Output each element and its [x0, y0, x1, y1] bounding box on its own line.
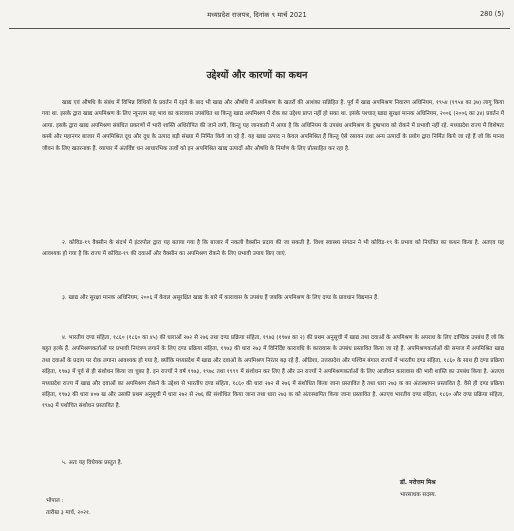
header-rule	[9, 28, 510, 29]
paragraph-1: खाद्य एवं औषधि के संबंध में विभिन्न विधियों के प्रवर्तन में रहने के बाद भी खाद्य और औषधि में अपमिश्रण के खतरों की आशंका सन्निहित है. पूर्व में खाद्य अपमिश्रण निवारण अधिनियम, १९५४ (१९५४ का ३७) लागू किया गया था. इसके द्वारा खाद्य अपमिश्रण के लिए न्यूनतम सह भाव का कारावास उपबंधित था किन्तु खाद्य अपमिश्रण में रोक का उद्देश्य प्राप्त नहीं हो सका था. इसके पश्चात् खाद्य सुरक्षा मानक अधिनियम, २००६ (२००६ का ३४) प्रवर्तन में आया. इसके द्वारा खाद्य अपमिश्रण संबंधित प्रकरणों में भारी शास्ति अधिरोपित की जाने लगी, किन्तु यह जानकारी में आया है कि अधिनियम के उपबंध अपमिश्रण के दुष्प्रभाव को रोकने में प्रभावी नहीं रहे. मध्यप्रदेश राज्य में विशेषतः कस्बे और महानगर बाजार में अपमिश्रित दूध और दूध के उत्पाद बड़ी संख्या में निर्मित किये जा रहे हैं. यह खाद्य उत्पाद न केवल अपमिश्रित हैं किन्तु ऐसे रसायन तथा अन्य उत्पादों के प्रयोग द्वारा निर्मित किये जा रहे हैं जो कि मानव जीवन के लिए खतरनाक हैं. व्यापार में अंतर्विष्ट धन आधारभिक तत्वों को इन अपमिश्रित खाद्य उत्पादों और औषधि के निर्माण के लिए प्रोत्साहित कर रहा है.	[42, 100, 504, 152]
signatory-name: डॉ. नरोत्तम मिश्र	[400, 479, 436, 486]
date-line: तारीख ३ मार्च, २०२१.	[46, 510, 91, 516]
signatory-designation: भारसाधक सदस्य.	[400, 492, 437, 498]
page-number: 280 (5)	[479, 10, 504, 18]
place-line: भोपाल :	[46, 498, 64, 504]
paragraph-2: २. कोविड-१९ वैक्सीन के संदर्भ में इंटरपोल द्वारा यह बताया गया है कि बाजार में नकली वैक्सीन प्रदाय की जा सकती है. विश्व स्वास्थ्य संगठन ने भी कोविड-१९ के प्रभाव को नियंत्रित का कथन किया है. अतएव यह आवश्यक हो गया है कि राज्य में कोविड-१९ की दवाओं और वैक्सीन का अपमिश्रण रोकने के लिए प्रभावी उपाय किए जाएं.	[42, 240, 504, 258]
paragraph-4: ४. भारतीय दण्ड संहिता, १८६० (१८६० का ४५) की धाराओं २७२ से २७६ तथा दण्ड प्रक्रिया संहिता, १९७३ (१९७४ का २) की प्रथम अनुसूची में खाद्य तथा दवाओं के अपमिश्रण के अपराध के लिए दाण्डिक उपबंध हैं जो कि बहुत हल्के हैं. अपमिश्रणकर्ताओं पर प्रभावी नियंत्रण लगाने के लिए दण्ड प्रक्रिया संहिता, १९७३ की धारा २७३ में विनिर्दिष्ट कारावधि के कारावास के उपबंध प्रस्तावित किया जा रहे हैं. अपमिश्रणकर्ताओं की समाज में अपमिश्रित खाद्य तथा दवाओं के प्रदाय पर रोक लगाना आवश्यक हो गया है, क्योंकि मध्यप्रदेश में खाद्य और दवाओं के अपमिश्रण निरंतर बढ़ रहे हैं. ओडिशा, उत्तरप्रदेश और पश्चिम बंगाल राज्यों में भारतीय दण्ड संहिता, १८६० के साथ ही दण्ड प्रक्रिया संहिता, १९७३ में पूर्व से ही संशोधन किया जा चुका है. इन राज्यों ने वर्ष १९७३, १९७८ तथा १९९९ में संशोधन कर लिए हैं और उन राज्यों ने अपमिश्रणकर्ताओं के लिए आजीवन कारावास की भारी शास्ति का उपबंध किया है. अतएव मध्यप्रदेश राज्य में खाद्य और दवाओं का अपमिश्रण रोकने के उद्देश्य से भारतीय दण्ड संहिता, १८६० की धारा २७२ से २७६ में संशोधित किया जाना प्रस्तावित है तथा धारा २७३ क का अंतःस्थापन प्रस्तावित है. वैसे ही दण्ड प्रक्रिया संहिता, १९७३ की धारा ४०७ ख और उसकी प्रथम अनुसूची में धारा २७२ से २७६ की संशोधित किया जाना तथा धारा २७३ क को अंतःस्थापित किया जाना प्रस्तावित है. अतएव भारतीय दण्ड संहिता, १८६० और दण्ड प्रक्रिया संहिता, १९७३ में यथोचित संशोधन प्रस्तावित है.	[42, 335, 504, 410]
paragraph-3: ३. खाद्य और सुरक्षा मानक अधिनियम, २००६ में केवल असुरक्षित खाद्य के बारे में कारावास के उपबंध हैं जबकि अपमिश्रण के लिए दण्ड के प्रावधान विद्यमान हैं.	[62, 295, 379, 301]
paragraph-5: ५. अतः यह विधेयक प्रस्तुत है.	[62, 460, 123, 466]
document-title: उद्देश्यों और कारणों का कथन	[206, 70, 308, 81]
gazette-header: मध्यप्रदेश राजपत्र, दिनांक ९ मार्च 2021	[207, 11, 307, 19]
